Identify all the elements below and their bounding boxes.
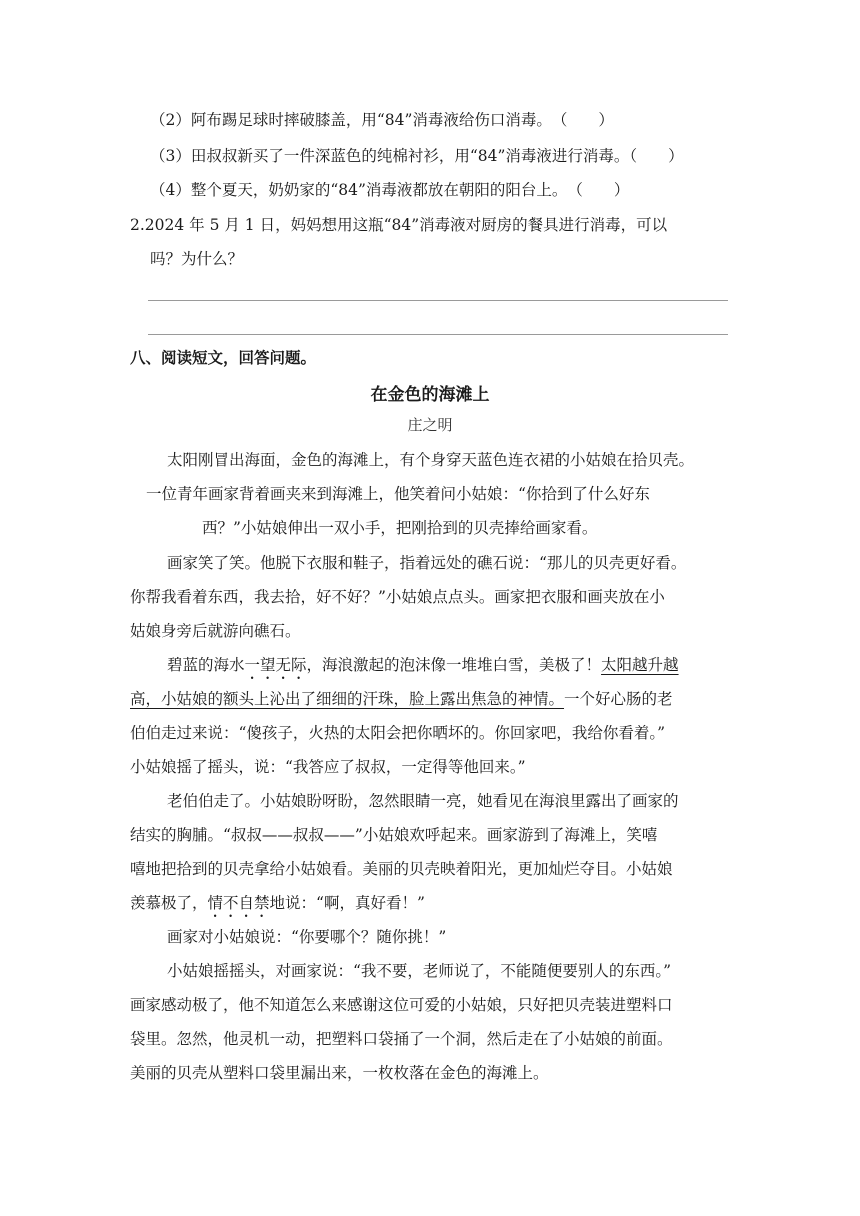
answer-line-2[interactable] bbox=[148, 334, 728, 335]
story-p6-line-1: 小姑娘摇摇头，对画家说：“我不要，老师说了，不能随便要别人的东西。” bbox=[167, 962, 672, 980]
story-p6-line-4: 美丽的贝壳从塑料口袋里漏出来，一枚枚落在金色的海滩上。 bbox=[130, 1064, 549, 1082]
p3-underlined-end: 高，小姑娘的额头上沁出了细细的汗珠，脸上露出焦急的神情。 bbox=[130, 690, 565, 708]
story-p3-line-1 bbox=[167, 653, 679, 683]
story-p5-line-1: 画家对小姑娘说：“你要哪个？随你挑！” bbox=[167, 928, 447, 946]
story-p4-line-1: 老伯伯走了。小姑娘盼呀盼，忽然眼睛一亮，她看见在海浪里露出了画家的 bbox=[167, 792, 679, 810]
story-p6-line-3: 袋里。忽然，他灵机一动，把塑料口袋捅了一个洞，然后走在了小姑娘的前面。 bbox=[130, 1030, 673, 1048]
p3-text-c: ，海浪激起的泡沫像一堆堆白雪，美极了！ bbox=[306, 656, 602, 674]
p3-dotted-phrase: 一望无际 bbox=[244, 656, 307, 674]
story-p4-line-3: 嘻地把拾到的贝壳拿给小姑娘看。美丽的贝壳映着阳光，更加灿烂夺目。小姑娘 bbox=[130, 860, 673, 878]
story-p1-line-1: 太阳刚冒出海面，金色的海滩上，有个身穿天蓝色连衣裙的小姑娘在拾贝壳。 bbox=[167, 451, 695, 469]
story-author: 庄之明 bbox=[407, 416, 453, 434]
story-p6-line-2: 画家感动极了，他不知道怎么来感谢这位可爱的小姑娘，只好把贝壳装进塑料口 bbox=[130, 996, 673, 1014]
p3-text-after: 一个好心肠的老 bbox=[564, 690, 673, 708]
p4-text-c: 地说：“啊，真好看！” bbox=[269, 894, 425, 912]
story-p3-line-2 bbox=[130, 687, 673, 711]
story-p2-line-2: 你帮我看着东西，我去拾，好不好？”小姑娘点点头。画家把衣服和画夹放在小 bbox=[130, 588, 665, 606]
story-p3-line-3: 伯伯走过来说：“傻孩子，火热的太阳会把你晒坏的。你回家吧，我给你看着。” bbox=[130, 724, 666, 742]
answer-line-1[interactable] bbox=[148, 300, 728, 301]
story-p1-line-2: 一位青年画家背着画夹来到海滩上，他笑着问小姑娘：“你拾到了什么好东 bbox=[146, 485, 650, 503]
section-heading: 八、阅读短文，回答问题。 bbox=[130, 349, 317, 367]
story-title: 在金色的海滩上 bbox=[370, 385, 490, 405]
item-2-line-2: 吗？为什么？ bbox=[150, 250, 244, 268]
p3-underlined-start: 太阳越升越 bbox=[601, 656, 679, 674]
question-2: （2）阿布踢足球时摔破膝盖，用“84”消毒液给伤口消毒。 （ ） bbox=[150, 111, 614, 129]
item-2-line-1: 2.2024 年 5 月 1 日，妈妈想用这瓶“84”消毒液对厨房的餐具进行消毒，可以 bbox=[130, 216, 668, 234]
p3-text-a: 碧蓝的海水 bbox=[167, 656, 245, 674]
story-p4-line-4 bbox=[130, 891, 425, 921]
story-p2-line-1: 画家笑了笑。他脱下衣服和鞋子，指着远处的礁石说：“那儿的贝壳更好看。 bbox=[167, 554, 687, 572]
question-4: （4）整个夏天，奶奶家的“84”消毒液都放在朝阳的阳台上。 （ ） bbox=[150, 181, 630, 199]
story-p2-line-3: 姑娘身旁后就游向礁石。 bbox=[130, 622, 301, 640]
question-3: （3）田叔叔新买了一件深蓝色的纯棉衬衫，用“84”消毒液进行消毒。（ ） bbox=[150, 147, 684, 165]
story-p1-line-3: 西？”小姑娘伸出一双小手，把刚拾到的贝壳捧给画家看。 bbox=[202, 519, 598, 537]
p4-text-a: 羡慕极了， bbox=[130, 894, 208, 912]
story-p3-line-4: 小姑娘摇了摇头，说：“我答应了叔叔，一定得等他回来。” bbox=[130, 758, 526, 776]
p4-dotted-phrase: 情不自禁 bbox=[207, 894, 270, 912]
story-p4-line-2: 结实的胸脯。“叔叔——叔叔——”小姑娘欢呼起来。画家游到了海滩上，笑嘻 bbox=[130, 826, 658, 844]
